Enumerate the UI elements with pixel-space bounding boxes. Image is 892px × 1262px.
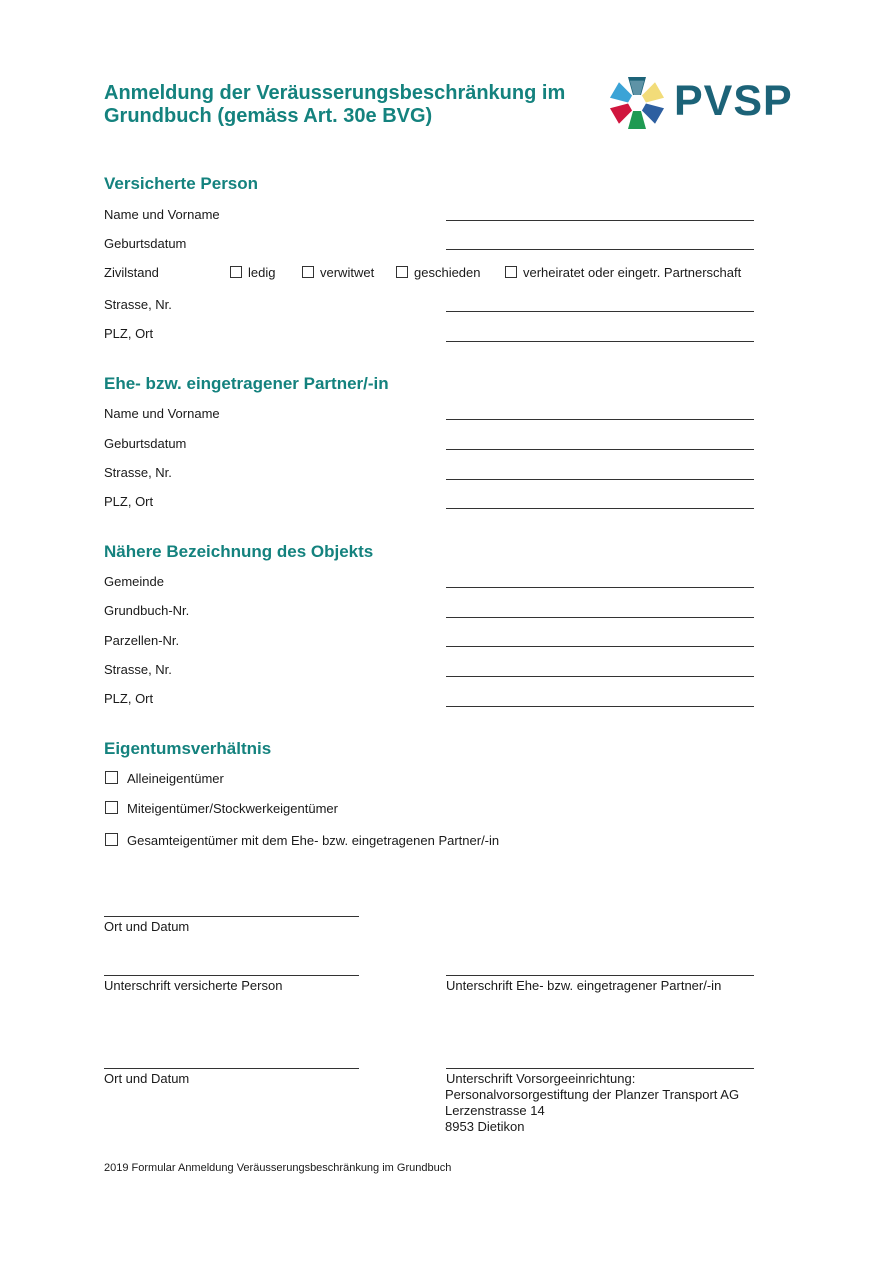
label-parzellen-nr: Parzellen-Nr. xyxy=(104,633,180,648)
option-gesamteigentuemer[interactable]: Gesamteigentümer mit dem Ehe- bzw. eingetragenen Partner/-in xyxy=(105,833,499,849)
input-line-strasse[interactable] xyxy=(446,311,754,312)
input-line-partner-plz-ort[interactable] xyxy=(446,508,754,509)
checkbox-icon[interactable] xyxy=(105,801,118,814)
label-ort-datum-1: Ort und Datum xyxy=(104,919,190,934)
input-line-partner-name[interactable] xyxy=(446,419,754,420)
label-geburtsdatum: Geburtsdatum xyxy=(104,236,187,251)
input-line-grundbuch-nr[interactable] xyxy=(446,617,754,618)
title-line-1: Anmeldung der Veräusserungsbeschränkung im xyxy=(104,82,566,104)
org-street: Lerzenstrasse 14 xyxy=(445,1103,545,1118)
input-line-plz-ort[interactable] xyxy=(446,341,754,342)
label-plz-ort: PLZ, Ort xyxy=(104,326,154,341)
input-line-objekt-strasse[interactable] xyxy=(446,676,754,677)
section-heading-partner: Ehe- bzw. eingetragener Partner/-in xyxy=(104,374,389,393)
input-line-parzellen-nr[interactable] xyxy=(446,646,754,647)
section-heading-objekt: Nähere Bezeichnung des Objekts xyxy=(104,542,374,561)
input-line-partner-strasse[interactable] xyxy=(446,479,754,480)
label-unterschrift-vorsorge: Unterschrift Vorsorgeeinrichtung: xyxy=(446,1071,636,1086)
section-heading-versicherte-person: Versicherte Person xyxy=(104,174,259,193)
label-strasse: Strasse, Nr. xyxy=(104,297,172,312)
logo-text: PVSP xyxy=(674,77,793,125)
checkbox-icon[interactable] xyxy=(302,266,314,278)
checkbox-icon[interactable] xyxy=(105,833,118,846)
footer-text: 2019 Formular Anmeldung Veräusserungsbeschränkung im Grundbuch xyxy=(104,1162,452,1174)
signature-line-ort-datum-2[interactable] xyxy=(104,1068,359,1069)
title-line-2: Grundbuch (gemäss Art. 30e BVG) xyxy=(104,105,433,127)
org-city: 8953 Dietikon xyxy=(445,1119,525,1134)
label-partner-plz-ort: PLZ, Ort xyxy=(104,494,154,509)
option-verheiratet[interactable]: verheiratet oder eingetr. Partnerschaft xyxy=(505,265,741,281)
label-zivilstand: Zivilstand xyxy=(104,265,159,280)
checkbox-icon[interactable] xyxy=(230,266,242,278)
label-unterschrift-person: Unterschrift versicherte Person xyxy=(104,978,283,993)
option-verwitwet[interactable]: verwitwet xyxy=(302,265,374,281)
signature-line-vorsorge[interactable] xyxy=(446,1068,754,1069)
signature-line-ort-datum-1[interactable] xyxy=(104,916,359,917)
checkbox-icon[interactable] xyxy=(396,266,408,278)
option-ledig[interactable]: ledig xyxy=(230,265,275,281)
pvsp-logo xyxy=(606,72,806,134)
pinwheel-logo-icon xyxy=(606,72,668,134)
signature-line-partner[interactable] xyxy=(446,975,754,976)
label-grundbuch-nr: Grundbuch-Nr. xyxy=(104,603,190,618)
option-miteigentuemer[interactable]: Miteigentümer/Stockwerkeigentümer xyxy=(105,801,338,817)
section-heading-eigentum: Eigentumsverhältnis xyxy=(104,739,272,758)
checkbox-icon[interactable] xyxy=(105,771,118,784)
label-ort-datum-2: Ort und Datum xyxy=(104,1071,190,1086)
label-partner-name: Name und Vorname xyxy=(104,406,220,421)
option-geschieden[interactable]: geschieden xyxy=(396,265,481,281)
label-unterschrift-partner: Unterschrift Ehe- bzw. eingetragener Partner/-in xyxy=(446,978,722,993)
label-partner-geburtsdatum: Geburtsdatum xyxy=(104,436,187,451)
option-alleineigentuemer[interactable]: Alleineigentümer xyxy=(105,771,224,787)
input-line-partner-geburtsdatum[interactable] xyxy=(446,449,754,450)
input-line-objekt-plz-ort[interactable] xyxy=(446,706,754,707)
label-name: Name und Vorname xyxy=(104,207,220,222)
label-gemeinde: Gemeinde xyxy=(104,574,164,589)
label-objekt-plz-ort: PLZ, Ort xyxy=(104,691,154,706)
org-name: Personalvorsorgestiftung der Planzer Transport AG xyxy=(445,1087,740,1102)
page-title xyxy=(104,82,604,128)
label-objekt-strasse: Strasse, Nr. xyxy=(104,662,172,677)
input-line-name[interactable] xyxy=(446,220,754,221)
signature-line-person[interactable] xyxy=(104,975,359,976)
checkbox-icon[interactable] xyxy=(505,266,517,278)
input-line-gemeinde[interactable] xyxy=(446,587,754,588)
label-partner-strasse: Strasse, Nr. xyxy=(104,465,172,480)
input-line-geburtsdatum[interactable] xyxy=(446,249,754,250)
